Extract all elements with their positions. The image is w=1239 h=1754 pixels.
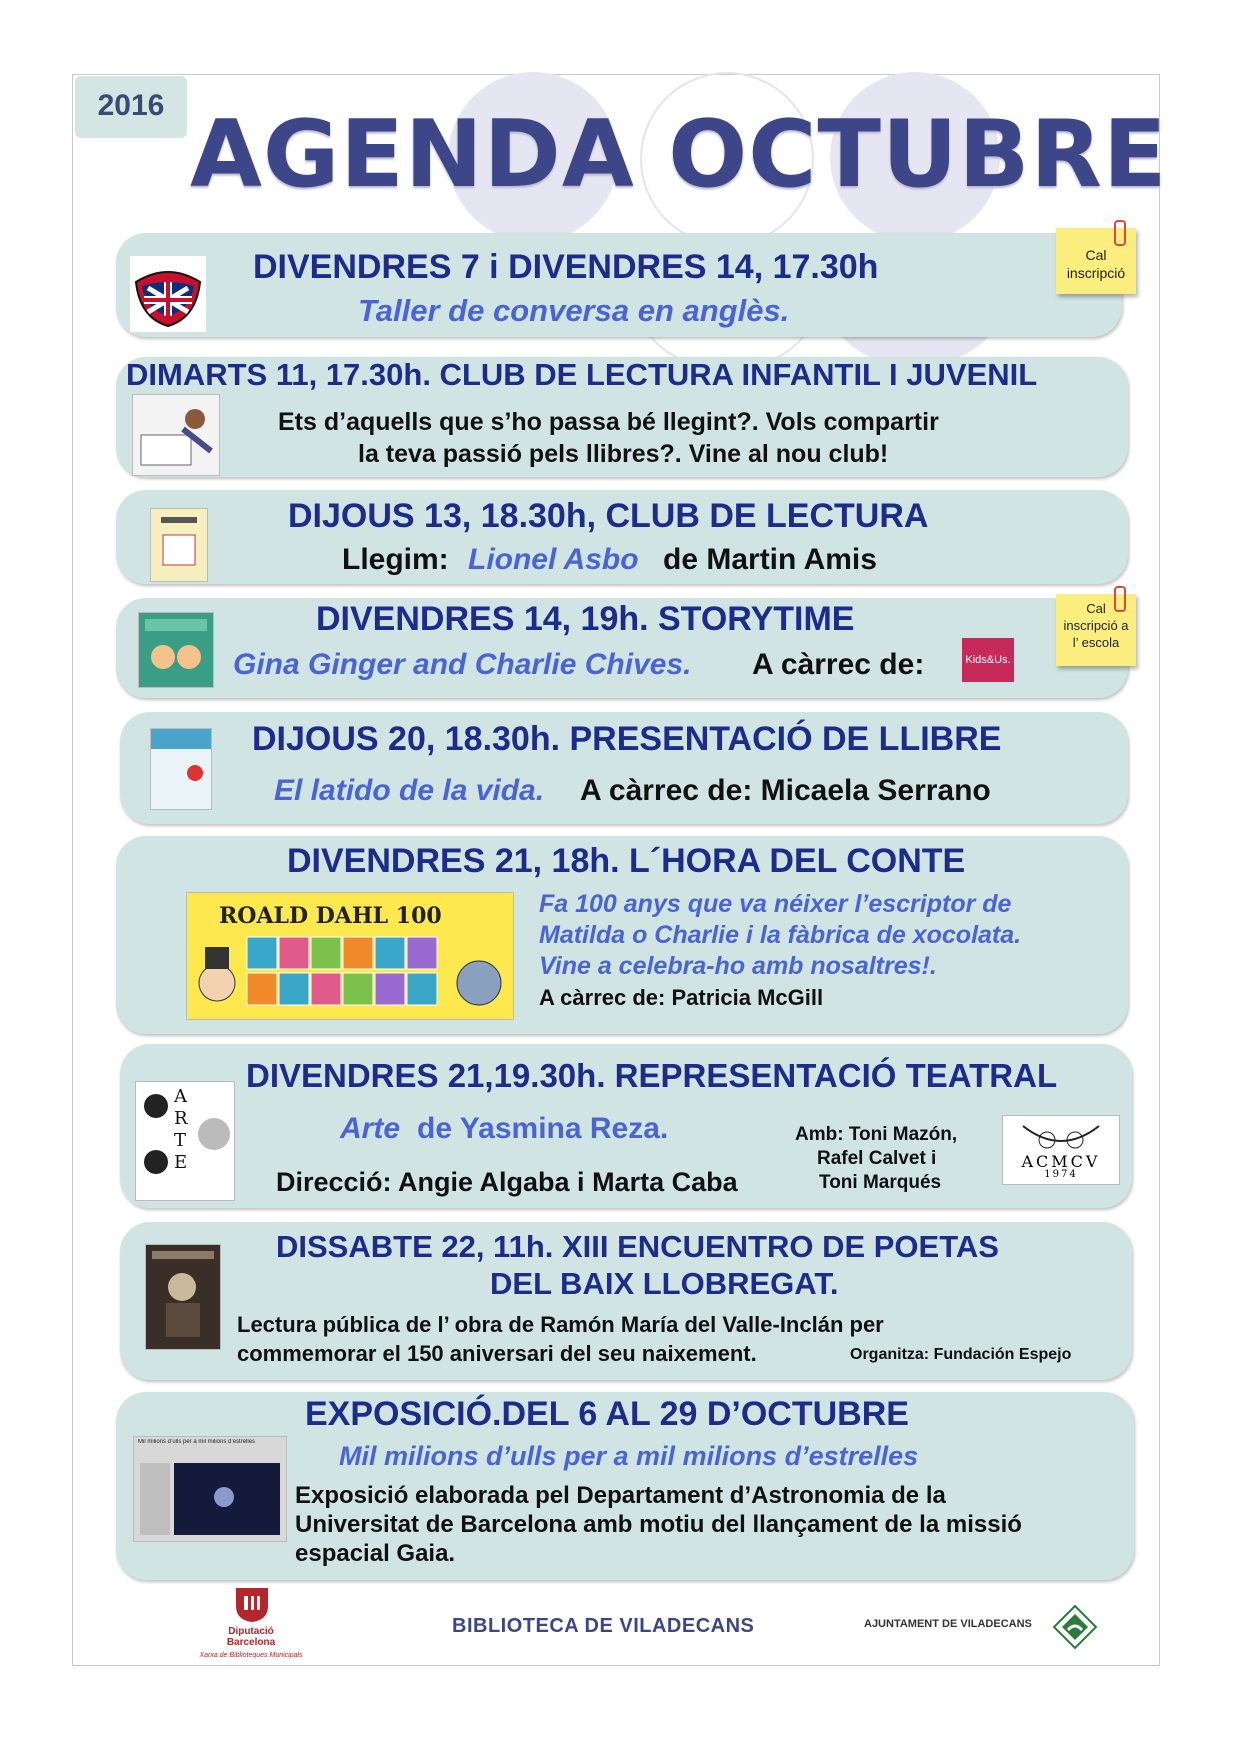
event-book-title: El latido de la vida. [274, 774, 545, 807]
event-subtitle: Taller de conversa en anglès. [358, 293, 790, 328]
event-text-line: Matilda o Charlie i la fàbrica de xocolata. [539, 921, 1022, 949]
paperclip-icon [1114, 586, 1126, 612]
event-book-title: Lionel Asbo [468, 543, 639, 576]
event-subtitle: Mil milions d’ulls per a mil milions d’estrelles [339, 1441, 919, 1471]
event-text-suffix: de Martin Amis [663, 543, 877, 576]
event-carrec: A càrrec de: Patricia McGill [539, 985, 824, 1010]
banner-text: ROALD DAHL 100 [219, 903, 442, 929]
poster-text: ARTE [174, 1086, 188, 1173]
event-organizer: Organitza: Fundación Espejo [850, 1346, 1072, 1363]
note-text: Cal inscripció [1066, 247, 1126, 281]
event-heading: DISSABTE 22, 11h. XIII ENCUENTRO DE POETAS [276, 1229, 999, 1264]
event-text-line: Exposició elaborada pel Departament d’Astronomia de la [295, 1482, 946, 1509]
footer-dip-line2: Barcelona [226, 1637, 276, 1648]
event-text-line: commemorar el 150 aniversari del seu naixement. [237, 1341, 757, 1366]
exhibition-thumb-title: Mil milions d’ulls per a mil milions d’estrelles [138, 1439, 256, 1445]
note-text: Cal [1086, 601, 1106, 616]
logo-text: Kids&Us. [965, 654, 1011, 666]
event-heading: DIJOUS 13, 18.30h, CLUB DE LECTURA [288, 497, 929, 535]
event-text-line: Fa 100 anys que va néixer l’escriptor de [539, 890, 1012, 918]
event-heading: DIVENDRES 14, 19h. STORYTIME [316, 600, 855, 638]
event-cast-line: Toni Marqués [819, 1172, 942, 1193]
event-book-title: Gina Ginger and Charlie Chives. [233, 648, 692, 681]
event-direccio: Direcció: Angie Algaba i Marta Caba [276, 1167, 738, 1197]
diputacio-logo [196, 1584, 306, 1664]
event-text-line: Universitat de Barcelona amb motiu del llançament de la missió [295, 1511, 1022, 1538]
exhibition-poster [133, 1436, 287, 1542]
event-book-title: Arte [340, 1112, 401, 1145]
footer-xarxa: Xarxa de Biblioteques Municipals [199, 1652, 303, 1659]
event-heading: EXPOSICIÓ.DEL 6 AL 29 D’OCTUBRE [305, 1395, 909, 1433]
note-text: inscripció a [1063, 618, 1129, 633]
kidsandus-logo [962, 638, 1014, 682]
rolling-stones-icon [130, 256, 206, 332]
event-heading: DIMARTS 11, 17.30h. CLUB DE LECTURA INFANTIL I JUVENIL [126, 357, 1038, 392]
page-title: AGENDA OCTUBRE [190, 100, 1168, 208]
event-author: de Yasmina Reza. [417, 1112, 669, 1145]
event-cast-line: Amb: Toni Mazón, [795, 1124, 958, 1145]
reading-illustration-icon [132, 394, 220, 476]
event-carrec: A càrrec de: [752, 648, 925, 681]
event-carrec: A càrrec de: Micaela Serrano [580, 774, 991, 807]
roald-dahl-banner [186, 892, 514, 1020]
poetas-poster [145, 1244, 221, 1350]
note-text: l’ escola [1072, 635, 1120, 650]
event-cast-line: Rafel Calvet i [817, 1148, 937, 1169]
event-text-line: Vine a celebra-ho amb nosaltres!. [539, 952, 937, 980]
book-cover-latido [150, 728, 212, 810]
footer-dip-line1: Diputació [228, 1626, 274, 1637]
book-cover-lionel-asbo [150, 508, 208, 582]
footer-biblioteca: BIBLIOTECA DE VILADECANS [452, 1615, 755, 1637]
event-text-line: la teva passió pels llibres?. Vine al nou club! [358, 440, 889, 468]
viladecans-shield-icon [1052, 1604, 1098, 1650]
event-text-line: espacial Gaia. [295, 1540, 456, 1567]
event-heading: DEL BAIX LLOBREGAT. [490, 1266, 839, 1301]
paperclip-icon [1114, 220, 1126, 246]
logo-year: 1974 [1044, 1169, 1078, 1180]
event-heading: DIVENDRES 21,19.30h. REPRESENTACIÓ TEATRAL [246, 1057, 1058, 1094]
storytime-cover [138, 612, 214, 688]
acmcv-logo [1002, 1115, 1120, 1185]
event-heading: DIVENDRES 21, 18h. L´HORA DEL CONTE [287, 842, 966, 880]
event-heading: DIJOUS 20, 18.30h. PRESENTACIÓ DE LLIBRE [252, 720, 1002, 758]
event-heading: DIVENDRES 7 i DIVENDRES 14, 17.30h [253, 248, 879, 286]
event-text-line: Lectura pública de l’ obra de Ramón María del Valle-Inclán per [237, 1312, 884, 1337]
logo-text: ACMCV [1021, 1152, 1101, 1171]
year-badge: 2016 [75, 76, 187, 138]
footer-ajuntament: AJUNTAMENT DE VILADECANS [864, 1618, 1032, 1630]
event-text-prefix: Llegim: [342, 543, 449, 576]
event-text-line: Ets d’aquells que s’ho passa bé llegint?. Vols compartir [278, 408, 939, 436]
arte-poster [135, 1081, 235, 1201]
